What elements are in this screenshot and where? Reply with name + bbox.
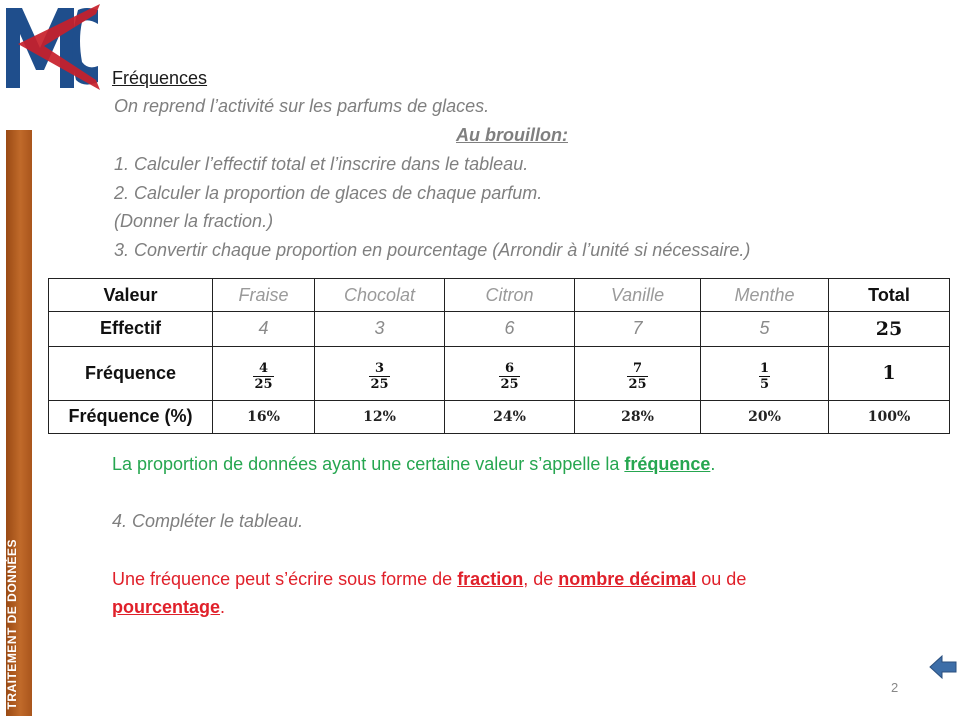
category-cell: Chocolat <box>315 279 445 312</box>
forms-separator: ou de <box>696 569 747 589</box>
fraction-denominator: 25 <box>628 376 647 392</box>
effectif-cell: 5 <box>701 312 829 347</box>
sidebar-band <box>6 130 32 716</box>
definition-end: . <box>710 454 716 474</box>
definition-text <box>112 454 715 475</box>
effectif-cell: 4 <box>213 312 315 347</box>
brouillon-heading: Au brouillon: <box>456 125 568 145</box>
step-2-note: (Donner la fraction.) <box>114 211 274 231</box>
effectif-total-cell: 25 <box>829 312 950 347</box>
category-cell: Fraise <box>213 279 315 312</box>
logo <box>0 0 104 92</box>
frequency-table <box>48 278 950 434</box>
frequence-total-cell: 1 <box>829 346 950 400</box>
row-header: Valeur <box>49 279 213 312</box>
step-3: 3. Convertir chaque proportion en pourcentage (Arrondir à l’unité si nécessaire.) <box>114 240 751 260</box>
fraction-denominator: 25 <box>254 376 273 392</box>
fraction-denominator: 5 <box>759 376 770 392</box>
row-header: Fréquence <box>49 346 213 400</box>
keyword-fraction: fraction <box>457 569 524 589</box>
fraction <box>627 362 647 391</box>
fraction-numerator: 7 <box>632 360 643 376</box>
forms-lead: Une fréquence peut s’écrire sous forme de <box>112 569 458 589</box>
frequence-cell <box>315 346 445 400</box>
frequence-cell <box>213 346 315 400</box>
back-arrow-icon[interactable] <box>928 652 958 682</box>
pourcentage-cell: 28% <box>575 400 701 433</box>
page-number: 2 <box>891 680 899 695</box>
table-row-valeur <box>49 279 950 312</box>
intro-text: On reprend l’activité sur les parfums de glaces. <box>114 96 490 116</box>
fraction-numerator: 1 <box>759 360 770 376</box>
step-4: 4. Compléter le tableau. <box>112 511 304 531</box>
fraction-denominator: 25 <box>370 376 389 392</box>
frequence-cell <box>575 346 701 400</box>
fraction-numerator: 6 <box>504 360 515 376</box>
forms-text-line-2 <box>112 597 225 618</box>
pourcentage-cell: 12% <box>315 400 445 433</box>
fraction-numerator: 3 <box>374 360 385 376</box>
keyword-pourcentage: pourcentage <box>112 597 221 617</box>
category-cell: Citron <box>445 279 575 312</box>
forms-end: . <box>220 597 226 617</box>
definition-keyword: fréquence <box>624 454 711 474</box>
pourcentage-cell: 20% <box>701 400 829 433</box>
effectif-cell: 3 <box>315 312 445 347</box>
row-header: Effectif <box>49 312 213 347</box>
definition-lead: La proportion de données ayant une certaine valeur s’appelle la <box>112 454 625 474</box>
pourcentage-cell: 24% <box>445 400 575 433</box>
effectif-cell: 7 <box>575 312 701 347</box>
table-row-frequence <box>49 346 950 400</box>
effectif-cell: 6 <box>445 312 575 347</box>
forms-separator: , de <box>523 569 559 589</box>
forms-text-line-1 <box>112 569 746 590</box>
fraction <box>369 362 389 391</box>
fraction-numerator: 4 <box>258 360 269 376</box>
step-2: 2. Calculer la proportion de glaces de chaque parfum. <box>114 183 543 203</box>
fraction-denominator: 25 <box>500 376 519 392</box>
category-cell: Vanille <box>575 279 701 312</box>
slide-title: Fréquences <box>112 68 208 88</box>
step-1: 1. Calculer l’effectif total et l’inscrire dans le tableau. <box>114 154 529 174</box>
frequence-cell <box>701 346 829 400</box>
fraction <box>759 362 770 391</box>
pourcentage-cell: 16% <box>213 400 315 433</box>
table-row-pourcentage <box>49 400 950 433</box>
total-header: Total <box>829 279 950 312</box>
sidebar-label: TRAITEMENT DE DONNÉES <box>5 539 19 710</box>
keyword-nombre-decimal: nombre décimal <box>558 569 697 589</box>
fraction <box>253 362 273 391</box>
category-cell: Menthe <box>701 279 829 312</box>
table-row-effectif <box>49 312 950 347</box>
fraction <box>499 362 519 391</box>
pourcentage-total-cell: 100% <box>829 400 950 433</box>
row-header: Fréquence (%) <box>49 400 213 433</box>
frequence-cell <box>445 346 575 400</box>
